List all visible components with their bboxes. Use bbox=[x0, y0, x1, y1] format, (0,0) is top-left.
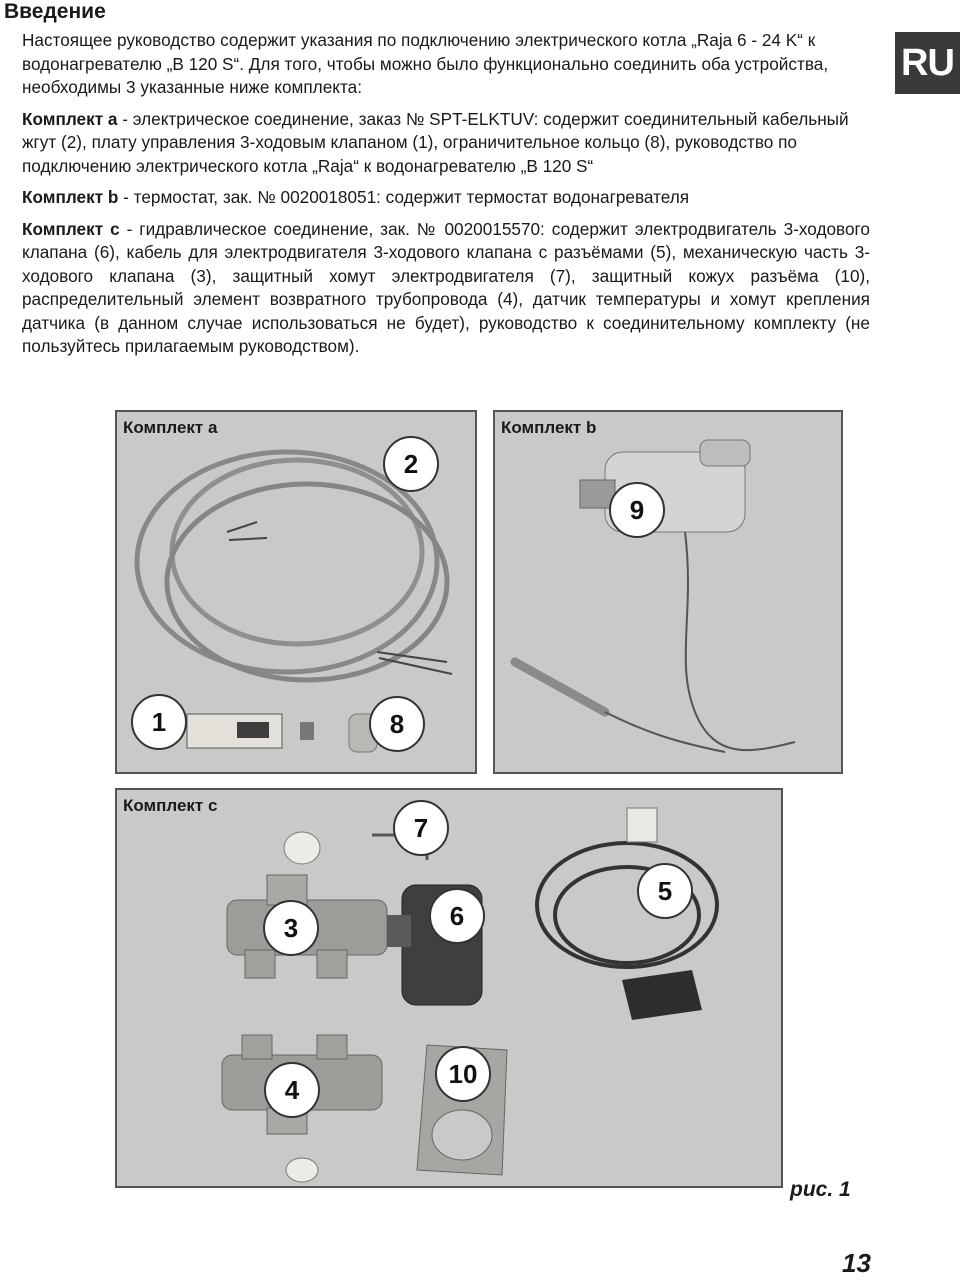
kit-c-description: - гидравлическое соединение, зак. № 0020015570: содержит электродвигатель 3-ходового клапана (6), кабель для электродвигателя 3-ходового клапана с разъёмами (5), механическую часть 3-ходового клапана (3), защитный хомут электродвигателя (7), защитный кожух разъёма (10), распределительный элемент возвратного трубопровода (4), датчик температуры и хомут крепления датчика (в данном случае использоваться не будет), руководство к соединительному комплекту (не пользуйтесь прилагаемым руководством). bbox=[22, 218, 870, 356]
kit-a-name: Комплект a bbox=[22, 108, 118, 129]
callout-3: 3 bbox=[263, 900, 319, 956]
figure-label: рис. 1 bbox=[790, 1178, 851, 1201]
photo-kit-b bbox=[493, 410, 843, 774]
page-number: 13 bbox=[842, 1248, 871, 1278]
section-heading: Введение bbox=[4, 0, 106, 23]
intro-paragraph: Настоящее руководство содержит указания по подключению электрического котла „Raja 6 - 24 K“ к водонагревателю „B 120 S“. Для того, чтобы можно было функционально соединить оба устройства, необходимы 3 указанные ниже комплекта: bbox=[22, 30, 829, 97]
kit-c-caption: Комплект c bbox=[123, 796, 218, 815]
kit-a-caption: Комплект a bbox=[123, 418, 218, 437]
kit-b-description: - термостат, зак. № 0020018051: содержит термостат водонагревателя bbox=[118, 187, 690, 207]
kit-b-paragraph bbox=[22, 186, 870, 210]
callout-10: 10 bbox=[435, 1046, 491, 1102]
kit-b-caption: Комплект b bbox=[501, 418, 597, 437]
kit-a-paragraph bbox=[22, 108, 870, 179]
hydraulic-kit-illustration bbox=[117, 790, 783, 1188]
callout-8: 8 bbox=[369, 696, 425, 752]
callout-2: 2 bbox=[383, 436, 439, 492]
kit-c-name: Комплект c bbox=[22, 218, 120, 239]
photo-kit-a bbox=[115, 410, 477, 774]
thermostat-illustration bbox=[495, 412, 843, 774]
callout-5: 5 bbox=[637, 863, 693, 919]
callout-6: 6 bbox=[429, 888, 485, 944]
intro-text-block bbox=[22, 29, 870, 367]
callout-4: 4 bbox=[264, 1062, 320, 1118]
callout-9: 9 bbox=[609, 482, 665, 538]
callout-7: 7 bbox=[393, 800, 449, 856]
language-badge: RU bbox=[895, 32, 960, 94]
callout-1: 1 bbox=[131, 694, 187, 750]
photo-kit-c bbox=[115, 788, 783, 1188]
kit-c-paragraph bbox=[22, 218, 870, 359]
kit-a-description: - электрическое соединение, заказ № SPT-ELKTUV: содержит соединительный кабельный жгут (2), плату управления 3-ходовым клапаном (1), ограничительное кольцо (8), руководство по подключению электрического котла „Raja“ к водонагревателю „B 120 S“ bbox=[22, 108, 849, 176]
kit-b-name: Комплект b bbox=[22, 187, 119, 207]
